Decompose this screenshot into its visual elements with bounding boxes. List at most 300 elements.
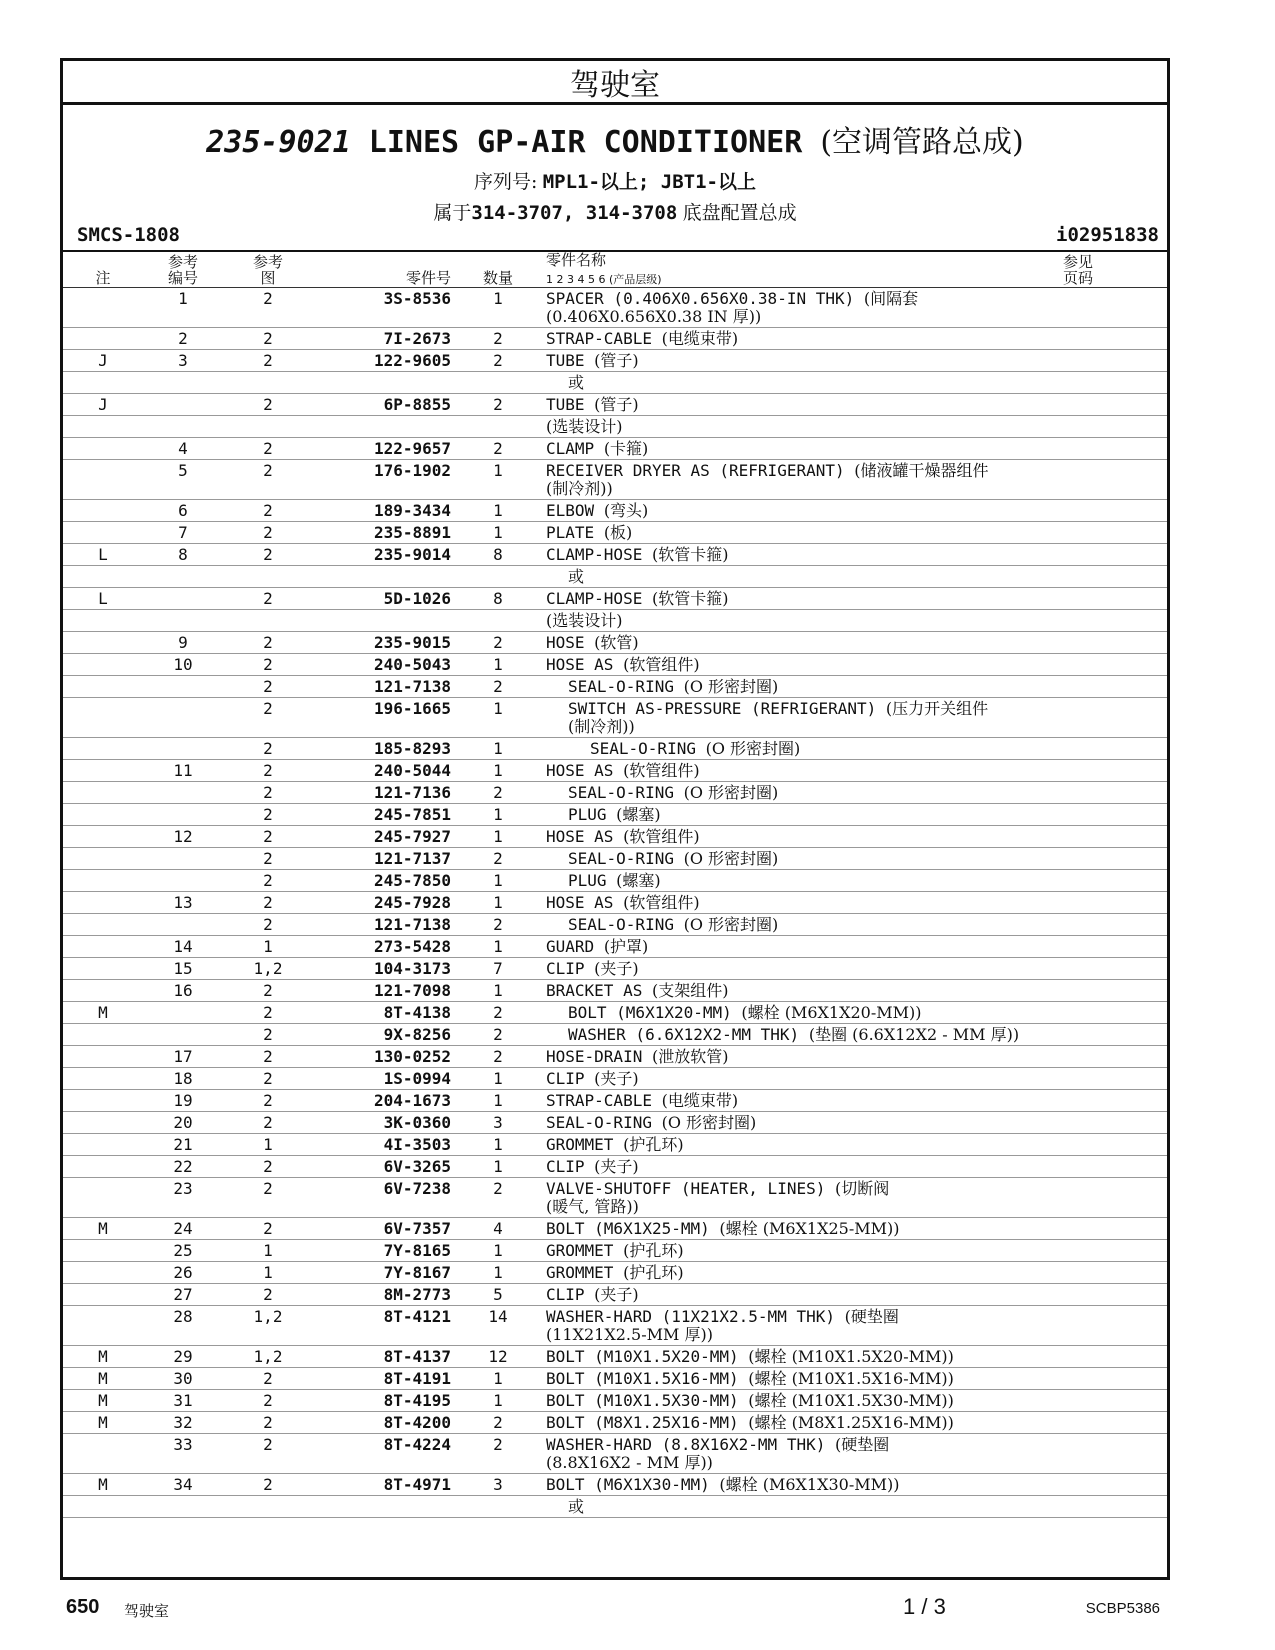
- table-row: [63, 1002, 1167, 1024]
- note-cell: M: [98, 1347, 108, 1366]
- part-name-en: CLAMP-HOSE: [546, 545, 643, 564]
- ref-no-cell: 34: [173, 1475, 193, 1494]
- ref-fig-cell: 2: [263, 677, 273, 696]
- part-name-en: HOSE AS: [546, 827, 614, 846]
- ref-fig-cell: 2: [263, 655, 273, 674]
- part-name-cell: [546, 590, 728, 608]
- part-name-cn: (O 形密封圈): [683, 849, 779, 868]
- part-name-en: SEAL-O-RING: [546, 1113, 652, 1132]
- alternate-note-text: (选装设计): [546, 611, 623, 630]
- note-cell: J: [98, 351, 108, 370]
- part-number-cell: 240-5043: [373, 655, 451, 674]
- ref-no-cell: 17: [173, 1047, 193, 1066]
- part-name-en: RECEIVER DRYER AS (REFRIGERANT): [546, 461, 845, 480]
- part-name-cell: [546, 828, 700, 846]
- ref-fig-cell: 2: [263, 1069, 273, 1088]
- part-name-cell: [546, 1220, 900, 1238]
- qty-cell: 2: [493, 351, 503, 370]
- table-row: [63, 1156, 1167, 1178]
- header: [63, 117, 1167, 252]
- part-number-cell: 3S-8536: [383, 289, 451, 308]
- part-name-en: PLUG: [568, 805, 607, 824]
- part-name-en: CLIP: [546, 1285, 585, 1304]
- table-row: [63, 1068, 1167, 1090]
- table-row: [63, 394, 1167, 416]
- ref-fig-cell: 2: [263, 827, 273, 846]
- table-row: [63, 632, 1167, 654]
- table-row: [63, 698, 1167, 738]
- col-see-page-1: 参见: [1062, 253, 1093, 271]
- part-name-cn: (软管): [594, 633, 639, 652]
- part-number-cell: 6V-7357: [383, 1219, 451, 1238]
- ref-no-cell: 7: [178, 523, 188, 542]
- table-row: [63, 500, 1167, 522]
- alternate-note-text: 或: [568, 567, 585, 586]
- part-name-cell: [546, 524, 632, 542]
- note-cell: M: [98, 1475, 108, 1494]
- ref-fig-cell: 2: [263, 523, 273, 542]
- part-name-en: BOLT (M6X1X20-MM): [568, 1003, 732, 1022]
- part-name-en: GROMMET: [546, 1263, 614, 1282]
- part-name-cn: (软管组件): [623, 893, 700, 912]
- qty-cell: 1: [493, 523, 503, 542]
- part-name-cell: [546, 1180, 889, 1198]
- part-name-en: TUBE: [546, 395, 585, 414]
- ref-fig-cell: 2: [263, 1047, 273, 1066]
- part-name-cn: (硬垫圈: [835, 1435, 890, 1454]
- part-number-cell: 235-9015: [373, 633, 451, 652]
- part-name-en: CLIP: [546, 959, 585, 978]
- part-name-continued: (暖气, 管路)): [546, 1197, 639, 1216]
- alternate-note-text: 或: [568, 373, 585, 392]
- table-row-note: [63, 610, 1167, 632]
- part-name-cn: (护孔环): [623, 1135, 684, 1154]
- part-name-cell: [546, 1370, 954, 1388]
- part-name-cn: (弯头): [603, 501, 649, 520]
- part-name-en: CLAMP: [546, 439, 595, 458]
- table-row: [63, 460, 1167, 500]
- ref-no-cell: 24: [173, 1219, 193, 1238]
- part-number-cell: 7I-2673: [383, 329, 451, 348]
- part-name-cell: [546, 1286, 639, 1304]
- part-name-continued: (11X21X2.5-MM 厚)): [546, 1325, 713, 1344]
- part-name-cn: (硬垫圈: [844, 1307, 899, 1326]
- part-name-cell: [546, 352, 639, 370]
- part-number-cell: 235-8891: [373, 523, 451, 542]
- ref-no-cell: 25: [173, 1241, 193, 1260]
- part-name-cell: [568, 1004, 922, 1022]
- ref-no-cell: 31: [173, 1391, 193, 1410]
- ref-no-cell: 2: [178, 329, 188, 348]
- part-name-en: BOLT (M10X1.5X20-MM): [546, 1347, 739, 1366]
- table-row: [63, 1412, 1167, 1434]
- part-name-en: HOSE AS: [546, 655, 614, 674]
- table-row: [63, 588, 1167, 610]
- part-number-cell: 7Y-8165: [383, 1241, 451, 1260]
- alternate-note: [546, 418, 623, 436]
- ref-fig-cell: 2: [263, 1091, 273, 1110]
- ref-fig-cell: 2: [263, 1179, 273, 1198]
- part-name-cell: [546, 1414, 954, 1432]
- part-number-cell: 130-0252: [373, 1047, 451, 1066]
- part-name-cn: (软管组件): [623, 761, 700, 780]
- table-row: [63, 1474, 1167, 1496]
- part-name-cell: [546, 982, 728, 1000]
- table-row: [63, 438, 1167, 460]
- part-number-cell: 122-9657: [373, 439, 451, 458]
- qty-cell: 1: [493, 805, 503, 824]
- part-name-cn: (螺栓 (M10X1.5X16-MM)): [748, 1369, 954, 1388]
- part-name-cell: [568, 678, 778, 696]
- table-row: [63, 958, 1167, 980]
- part-name-en: PLUG: [568, 871, 607, 890]
- qty-cell: 2: [493, 329, 503, 348]
- part-number-cell: 6V-3265: [383, 1157, 451, 1176]
- doc-code: SCBP5386: [1085, 1600, 1160, 1617]
- part-number-cell: 121-7137: [373, 849, 451, 868]
- table-row: [63, 1434, 1167, 1474]
- part-name-cn: (软管卡箍): [651, 545, 729, 564]
- part-name-continued: (制冷剂)): [546, 479, 613, 498]
- ref-no-cell: 28: [173, 1307, 193, 1326]
- part-name-cn: (夹子): [594, 959, 639, 978]
- ref-no-cell: 3: [178, 351, 188, 370]
- part-number-cell: 6V-7238: [383, 1179, 451, 1198]
- part-number-cell: 273-5428: [373, 937, 451, 956]
- alternate-note: [568, 1498, 584, 1516]
- part-name-cell: [568, 916, 778, 934]
- ref-fig-cell: 2: [263, 1369, 273, 1388]
- ref-fig-cell: 2: [263, 783, 273, 802]
- alternate-note-text: (选装设计): [546, 417, 623, 436]
- ref-no-cell: 19: [173, 1091, 193, 1110]
- part-name-cell: [546, 396, 639, 414]
- footer: [60, 1592, 1170, 1628]
- part-number-cell: 245-7850: [373, 871, 451, 890]
- alternate-note: [546, 612, 623, 630]
- part-name-cn: (垫圈 (6.6X12X2 - MM 厚)): [808, 1025, 1020, 1044]
- part-name-cell: [546, 894, 700, 912]
- part-name-cn: (压力开关组件: [885, 699, 989, 718]
- part-name-cell: [546, 634, 639, 652]
- ref-fig-cell: 2: [263, 1025, 273, 1044]
- part-number-cell: 121-7098: [373, 981, 451, 1000]
- table-row: [63, 1346, 1167, 1368]
- qty-cell: 2: [493, 395, 503, 414]
- ref-fig-cell: 1,2: [253, 959, 283, 978]
- ref-no-cell: 9: [178, 633, 188, 652]
- part-name-en: WASHER-HARD (11X21X2.5-MM THK): [546, 1307, 835, 1326]
- part-number-cell: 6P-8855: [383, 395, 451, 414]
- part-name-cell: [546, 462, 989, 480]
- part-name-cn: (护罩): [603, 937, 649, 956]
- ref-fig-cell: 2: [263, 395, 273, 414]
- part-name-en: BOLT (M6X1X30-MM): [546, 1475, 710, 1494]
- col-part-no: 零件号: [405, 269, 451, 287]
- section-title: 驾驶室: [63, 61, 1167, 105]
- part-name-cell: [546, 938, 648, 956]
- serial-value: MPL1-以上; JBT1-以上: [542, 171, 756, 193]
- qty-cell: 1: [493, 655, 503, 674]
- part-name-cell: [546, 1476, 900, 1494]
- part-name-en: SWITCH AS-PRESSURE (REFRIGERANT): [568, 699, 877, 718]
- note-cell: L: [98, 589, 108, 608]
- part-name-cell: [546, 762, 700, 780]
- part-name-cell: [546, 1308, 899, 1326]
- part-name-en: VALVE-SHUTOFF (HEATER, LINES): [546, 1179, 826, 1198]
- catalog-frame: [60, 58, 1170, 1580]
- qty-cell: 1: [493, 1391, 503, 1410]
- serial-label: 序列号:: [474, 171, 538, 193]
- ref-no-cell: 32: [173, 1413, 193, 1432]
- part-name-cell: [546, 1048, 728, 1066]
- part-name-en: CLAMP-HOSE: [546, 589, 643, 608]
- part-name-cell: [546, 960, 639, 978]
- qty-cell: 1: [493, 981, 503, 1000]
- part-number-cell: 121-7136: [373, 783, 451, 802]
- qty-cell: 2: [493, 849, 503, 868]
- part-name-continued: (0.406X0.656X0.38 IN 厚)): [546, 307, 762, 326]
- part-name-cell: [546, 656, 700, 674]
- part-name-cell: [546, 1242, 684, 1260]
- ref-no-cell: 30: [173, 1369, 193, 1388]
- part-name-en: GROMMET: [546, 1241, 614, 1260]
- table-row-note: [63, 566, 1167, 588]
- qty-cell: 3: [493, 1113, 503, 1132]
- ref-fig-cell: 1: [263, 1135, 273, 1154]
- ref-fig-cell: 2: [263, 1285, 273, 1304]
- part-name-cn: (支架组件): [651, 981, 729, 1000]
- alternate-note: [568, 374, 584, 392]
- part-number-cell: 8T-4121: [383, 1307, 451, 1326]
- ref-fig-cell: 2: [263, 589, 273, 608]
- qty-cell: 2: [493, 439, 503, 458]
- part-name-en: GROMMET: [546, 1135, 614, 1154]
- part-name-cn: (夹子): [594, 1157, 639, 1176]
- qty-cell: 2: [493, 633, 503, 652]
- ref-no-cell: 14: [173, 937, 193, 956]
- qty-cell: 1: [493, 893, 503, 912]
- col-qty: 数量: [482, 269, 513, 287]
- part-name-cn: (螺栓 (M6X1X30-MM)): [719, 1475, 900, 1494]
- ref-fig-cell: 2: [263, 545, 273, 564]
- table-row: [63, 782, 1167, 804]
- part-name-cn: (夹子): [594, 1285, 639, 1304]
- table-row-note: [63, 416, 1167, 438]
- part-name-en: STRAP-CABLE: [546, 329, 652, 348]
- table-row: [63, 980, 1167, 1002]
- part-number-cell: 5D-1026: [383, 589, 451, 608]
- qty-cell: 1: [493, 699, 503, 718]
- ref-fig-cell: 2: [263, 761, 273, 780]
- part-number-cell: 8T-4200: [383, 1413, 451, 1432]
- belongs-line: [63, 198, 1167, 225]
- qty-cell: 2: [493, 1025, 503, 1044]
- part-name-cell: [568, 784, 778, 802]
- table-row: [63, 1306, 1167, 1346]
- ref-fig-cell: 2: [263, 1003, 273, 1022]
- part-number-cell: 8T-4195: [383, 1391, 451, 1410]
- part-name-cell: [546, 1436, 889, 1454]
- ref-no-cell: 23: [173, 1179, 193, 1198]
- table-row: [63, 288, 1167, 328]
- qty-cell: 2: [493, 1413, 503, 1432]
- qty-cell: 8: [493, 545, 503, 564]
- ref-fig-cell: 2: [263, 439, 273, 458]
- part-name-en: BOLT (M10X1.5X16-MM): [546, 1369, 739, 1388]
- ref-no-cell: 15: [173, 959, 193, 978]
- note-cell: L: [98, 545, 108, 564]
- part-name-en: BRACKET AS: [546, 981, 643, 1000]
- ref-no-cell: 5: [178, 461, 188, 480]
- col-levels: 1 2 3 4 5 6 (产品层级): [546, 273, 662, 286]
- ref-no-cell: 6: [178, 501, 188, 520]
- part-name-cn: (管子): [594, 395, 639, 414]
- part-name-cn: (螺塞): [616, 871, 661, 890]
- part-name-cell: [546, 1158, 639, 1176]
- qty-cell: 2: [493, 677, 503, 696]
- part-name-en: SEAL-O-RING: [568, 783, 674, 802]
- col-ref-fig-1: 参考: [252, 253, 283, 271]
- qty-cell: 1: [493, 1135, 503, 1154]
- qty-cell: 1: [493, 501, 503, 520]
- ref-fig-cell: 2: [263, 1391, 273, 1410]
- part-name-en: CLIP: [546, 1157, 585, 1176]
- part-name-cn: (护孔环): [623, 1241, 684, 1260]
- ref-fig-cell: 1,2: [253, 1347, 283, 1366]
- part-name-cell: [568, 806, 661, 824]
- ref-fig-cell: 2: [263, 461, 273, 480]
- part-number-cell: 204-1673: [373, 1091, 451, 1110]
- table-row: [63, 1240, 1167, 1262]
- part-name-cell: [546, 1264, 684, 1282]
- part-name-cn: (螺塞): [616, 805, 661, 824]
- part-number-cell: 8T-4224: [383, 1435, 451, 1454]
- part-name-en: WASHER (6.6X12X2-MM THK): [568, 1025, 800, 1044]
- part-number-cell: 185-8293: [373, 739, 451, 758]
- table-row: [63, 760, 1167, 782]
- ref-no-cell: 10: [173, 655, 193, 674]
- qty-cell: 2: [493, 1047, 503, 1066]
- part-name-cn: (螺栓 (M8X1.25X16-MM)): [748, 1413, 954, 1432]
- part-number-cell: 8T-4137: [383, 1347, 451, 1366]
- col-name: 零件名称: [546, 251, 607, 269]
- ref-fig-cell: 2: [263, 805, 273, 824]
- part-name-cn: (螺栓 (M10X1.5X20-MM)): [748, 1347, 954, 1366]
- qty-cell: 2: [493, 1179, 503, 1198]
- part-number-cell: 8T-4138: [383, 1003, 451, 1022]
- ref-fig-cell: 2: [263, 1113, 273, 1132]
- qty-cell: 1: [493, 871, 503, 890]
- title-part-number: 235-9021: [206, 125, 351, 160]
- part-number-cell: 245-7927: [373, 827, 451, 846]
- qty-cell: 1: [493, 1069, 503, 1088]
- part-name-cn: (O 形密封圈): [683, 677, 779, 696]
- part-name-cn: (电缆束带): [661, 329, 739, 348]
- qty-cell: 7: [493, 959, 503, 978]
- ref-no-cell: 29: [173, 1347, 193, 1366]
- part-number-cell: 240-5044: [373, 761, 451, 780]
- part-name-cell: [546, 502, 648, 520]
- part-name-cn: (O 形密封圈): [705, 739, 801, 758]
- table-row: [63, 676, 1167, 698]
- part-number-cell: 245-7928: [373, 893, 451, 912]
- part-name-en: SEAL-O-RING: [568, 677, 674, 696]
- qty-cell: 1: [493, 937, 503, 956]
- ref-no-cell: 18: [173, 1069, 193, 1088]
- part-name-cn: (螺栓 (M6X1X25-MM)): [719, 1219, 900, 1238]
- table-row: [63, 738, 1167, 760]
- col-note: 注: [95, 269, 111, 287]
- part-name-cell: [546, 546, 728, 564]
- ref-no-cell: 12: [173, 827, 193, 846]
- table-row: [63, 848, 1167, 870]
- table-row: [63, 892, 1167, 914]
- part-number-cell: 235-9014: [373, 545, 451, 564]
- part-name-en: CLIP: [546, 1069, 585, 1088]
- part-name-en: HOSE-DRAIN: [546, 1047, 643, 1066]
- part-name-cell: [568, 850, 778, 868]
- note-cell: J: [98, 395, 108, 414]
- parts-table: [63, 288, 1167, 1518]
- part-name-en: BOLT (M6X1X25-MM): [546, 1219, 710, 1238]
- part-number-cell: 196-1665: [373, 699, 451, 718]
- part-name-en: WASHER-HARD (8.8X16X2-MM THK): [546, 1435, 826, 1454]
- ref-fig-cell: 2: [263, 1435, 273, 1454]
- table-row: [63, 350, 1167, 372]
- ref-fig-cell: 1: [263, 1263, 273, 1282]
- part-name-cn: (间隔套: [863, 289, 919, 308]
- part-name-cn: (储液罐干燥器组件: [854, 461, 989, 480]
- qty-cell: 1: [493, 461, 503, 480]
- qty-cell: 14: [488, 1307, 508, 1326]
- note-cell: M: [98, 1003, 108, 1022]
- column-header: [63, 252, 1167, 288]
- part-name-en: SPACER (0.406X0.656X0.38-IN THK): [546, 289, 855, 308]
- part-name-cell: [568, 700, 988, 718]
- ref-fig-cell: 2: [263, 699, 273, 718]
- page-number: 650: [66, 1596, 100, 1618]
- part-name-continued: (8.8X16X2 - MM 厚)): [546, 1453, 713, 1472]
- ref-fig-cell: 2: [263, 633, 273, 652]
- part-name-en: PLATE: [546, 523, 595, 542]
- part-name-en: STRAP-CABLE: [546, 1091, 652, 1110]
- part-name-cn: (夹子): [594, 1069, 639, 1088]
- qty-cell: 2: [493, 1435, 503, 1454]
- table-row: [63, 1368, 1167, 1390]
- table-row: [63, 654, 1167, 676]
- qty-cell: 1: [493, 1241, 503, 1260]
- ref-no-cell: 4: [178, 439, 188, 458]
- ref-fig-cell: 2: [263, 1475, 273, 1494]
- part-number-cell: 121-7138: [373, 915, 451, 934]
- part-name-cn: (软管组件): [623, 827, 700, 846]
- table-row: [63, 1046, 1167, 1068]
- table-row: [63, 804, 1167, 826]
- ref-no-cell: 13: [173, 893, 193, 912]
- qty-cell: 3: [493, 1475, 503, 1494]
- part-name-cn: (卡箍): [603, 439, 649, 458]
- page-title: [63, 117, 1167, 161]
- table-row: [63, 544, 1167, 566]
- ref-fig-cell: 1,2: [253, 1307, 283, 1326]
- part-name-cell: [546, 290, 918, 308]
- ref-fig-cell: 2: [263, 739, 273, 758]
- table-row: [63, 826, 1167, 848]
- table-row: [63, 1178, 1167, 1218]
- col-ref-fig-2: 图: [260, 269, 276, 287]
- part-name-continued: (制冷剂)): [568, 717, 635, 736]
